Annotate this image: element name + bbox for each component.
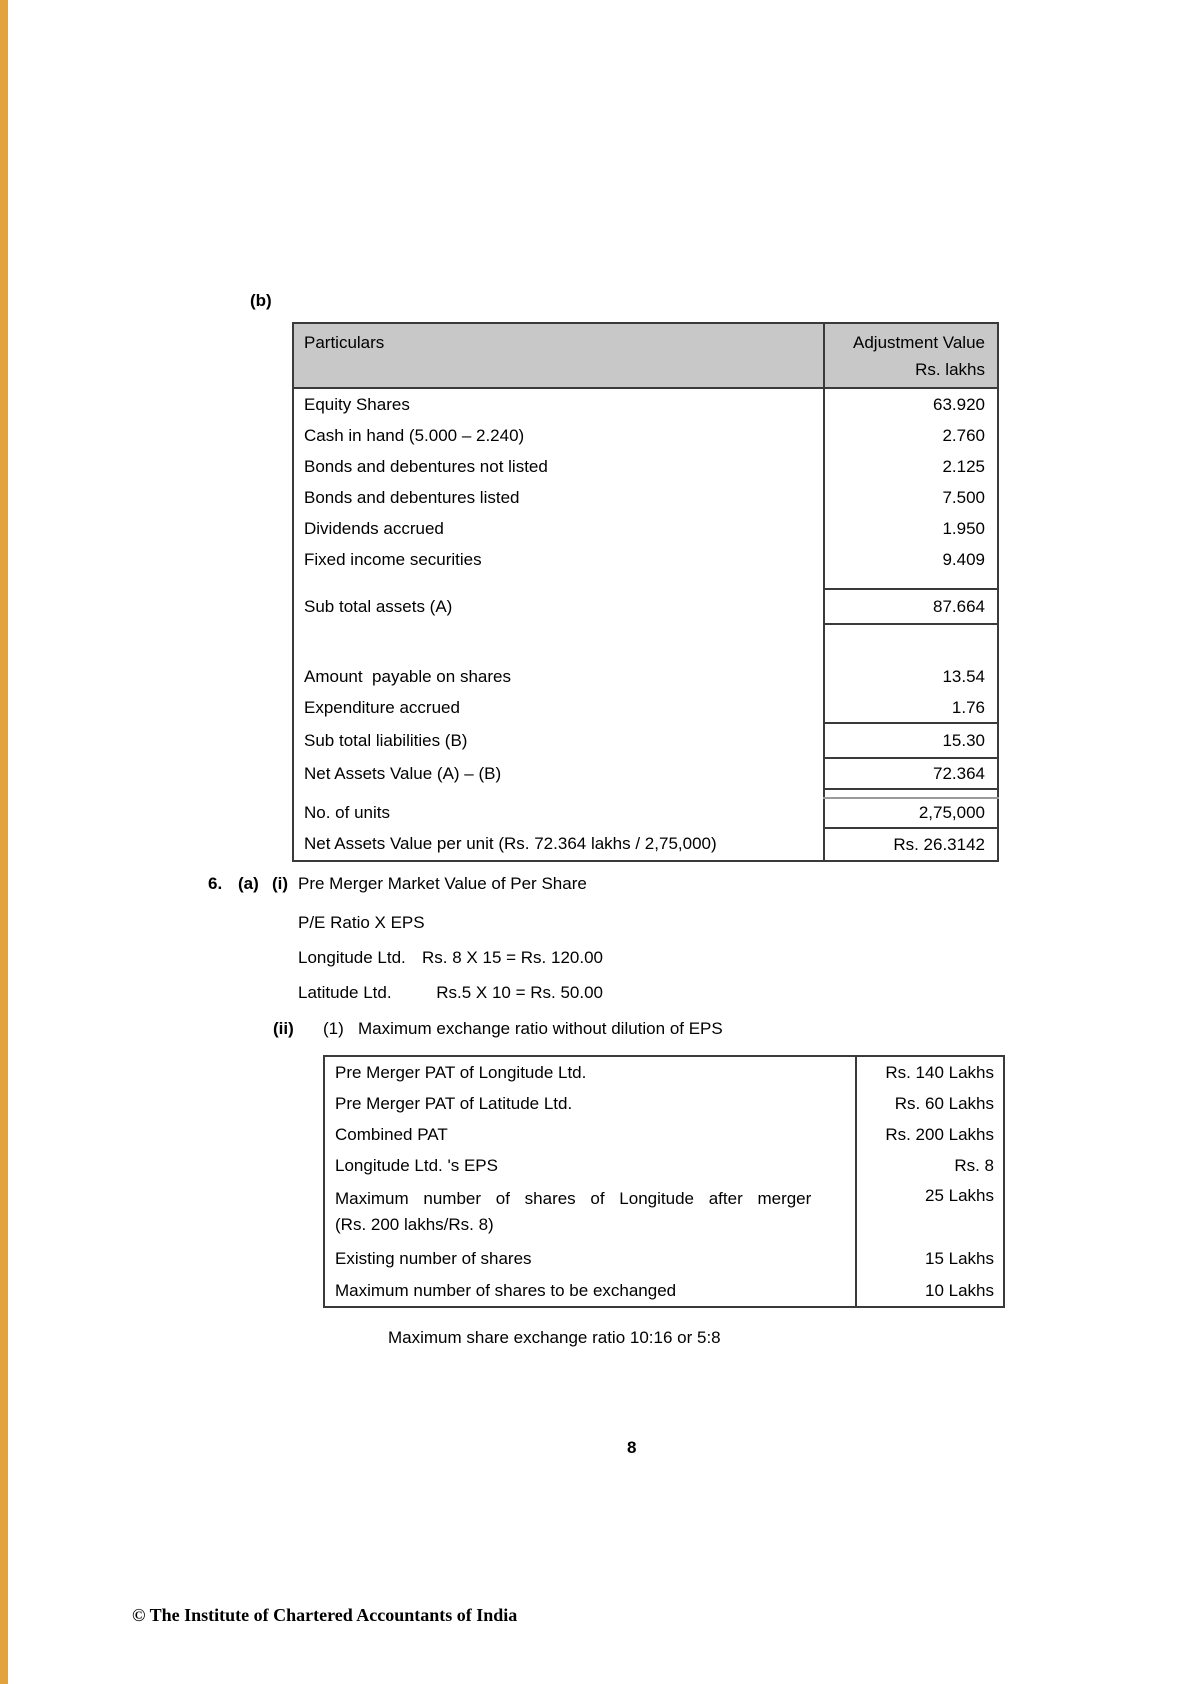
row-label: Fixed income securities [304, 550, 482, 569]
row-value: 7.500 [824, 482, 998, 513]
table-row [293, 513, 998, 544]
table-row-subtotal-assets [293, 589, 998, 624]
table-row [324, 1056, 1004, 1088]
row-label: Net Assets Value per unit (Rs. 72.364 lakhs / 2,75,000) [304, 834, 717, 853]
table-row-units [293, 798, 998, 828]
row-label: Dividends accrued [304, 518, 444, 538]
point-1-label: (1) [323, 1019, 344, 1038]
row-label: Pre Merger PAT of Latitude Ltd. [335, 1093, 573, 1113]
page-number: 8 [627, 1438, 637, 1457]
question-number: 6. [208, 874, 223, 893]
table-row [293, 388, 998, 420]
table-row [324, 1119, 1004, 1150]
latitude-value: Rs.5 X 10 = Rs. 50.00 [436, 983, 603, 1002]
table-row-net-assets-value [293, 758, 998, 789]
table-row-subtotal-liabilities [293, 723, 998, 758]
question-ii-heading [273, 1019, 723, 1039]
row-label: Bonds and debentures listed [304, 487, 520, 507]
row-label-line2: (Rs. 200 lakhs/Rs. 8) [335, 1215, 494, 1234]
longitude-line [298, 948, 603, 968]
header-rs-lakhs: Rs. lakhs [915, 360, 985, 379]
row-label: Amount payable on shares [304, 667, 511, 686]
row-value: 72.364 [824, 758, 998, 789]
question-6-heading [208, 874, 587, 894]
row-label: Bonds and debentures not listed [304, 456, 548, 476]
table-row [293, 482, 998, 513]
pe-ratio-formula: P/E Ratio X EPS [298, 913, 425, 932]
table-row [324, 1275, 1004, 1307]
adjustment-value-table [292, 322, 999, 862]
latitude-label: Latitude Ltd. [298, 983, 392, 1002]
row-label [324, 1181, 856, 1243]
table-row [293, 661, 998, 693]
row-label: Net Assets Value (A) – (B) [304, 763, 502, 783]
footer-copyright: © The Institute of Chartered Accountants of India [132, 1605, 518, 1625]
row-label: Cash in hand (5.000 – 2.240) [304, 425, 525, 445]
row-label: Pre Merger PAT of Longitude Ltd. [335, 1062, 587, 1082]
table-row-blank [293, 624, 998, 661]
header-adjustment-value: Adjustment Value [853, 333, 985, 352]
row-label: Sub total assets (A) [304, 596, 453, 616]
row-value: Rs. 140 Lakhs [856, 1056, 1004, 1088]
row-label: Existing number of shares [335, 1249, 532, 1268]
section-b-label: (b) [250, 291, 272, 310]
row-label: Maximum number of shares to be exchanged [335, 1280, 677, 1300]
table-row [324, 1088, 1004, 1119]
row-value: Rs. 26.3142 [824, 828, 998, 861]
row-label: Combined PAT [335, 1124, 448, 1144]
table-row [293, 420, 998, 451]
latitude-line [298, 983, 603, 1003]
row-label-line1: Maximum number of shares of Longitude after merger [335, 1189, 812, 1208]
row-value: 2.760 [824, 420, 998, 451]
table-header-row [293, 323, 998, 388]
table-row-nav-per-unit [293, 828, 998, 861]
table-row [324, 1243, 1004, 1275]
table-row [293, 544, 998, 589]
exchange-ratio-table [323, 1055, 1005, 1308]
row-value: 15.30 [824, 723, 998, 758]
table-row-spacer [293, 789, 998, 798]
row-value: 2,75,000 [824, 798, 998, 828]
left-accent-strip [0, 0, 8, 1684]
row-value: 25 Lakhs [856, 1181, 1004, 1243]
row-label: Longitude Ltd. 's EPS [335, 1155, 498, 1175]
row-value: 15 Lakhs [856, 1243, 1004, 1275]
row-value: 87.664 [824, 589, 998, 624]
row-label: Expenditure accrued [304, 698, 460, 717]
row-value: 9.409 [824, 544, 998, 589]
conclusion-line: Maximum share exchange ratio 10:16 or 5:8 [388, 1328, 721, 1347]
row-label: Sub total liabilities (B) [304, 730, 468, 750]
question-ii-title: Maximum exchange ratio without dilution of EPS [358, 1019, 723, 1038]
row-value: 1.76 [824, 693, 998, 723]
row-value: 2.125 [824, 451, 998, 482]
header-particulars: Particulars [304, 333, 385, 352]
table-row-max-shares [324, 1181, 1004, 1243]
question-i-title: Pre Merger Market Value of Per Share [298, 874, 587, 893]
row-value: 63.920 [824, 388, 998, 420]
row-value: 10 Lakhs [856, 1275, 1004, 1307]
row-value: 13.54 [824, 661, 998, 693]
row-value: 1.950 [824, 513, 998, 544]
longitude-value: Rs. 8 X 15 = Rs. 120.00 [422, 948, 603, 967]
table-row [324, 1150, 1004, 1181]
row-value: Rs. 200 Lakhs [856, 1119, 1004, 1150]
row-value: Rs. 60 Lakhs [856, 1088, 1004, 1119]
row-label: Equity Shares [304, 394, 410, 414]
table-row [293, 693, 998, 723]
sub-question-a-label: (a) [238, 874, 259, 893]
table-row [293, 451, 998, 482]
roman-i-label: (i) [272, 874, 289, 893]
row-value: Rs. 8 [856, 1150, 1004, 1181]
roman-ii-label: (ii) [273, 1019, 294, 1038]
longitude-label: Longitude Ltd. [298, 948, 406, 967]
row-label: No. of units [304, 803, 390, 822]
